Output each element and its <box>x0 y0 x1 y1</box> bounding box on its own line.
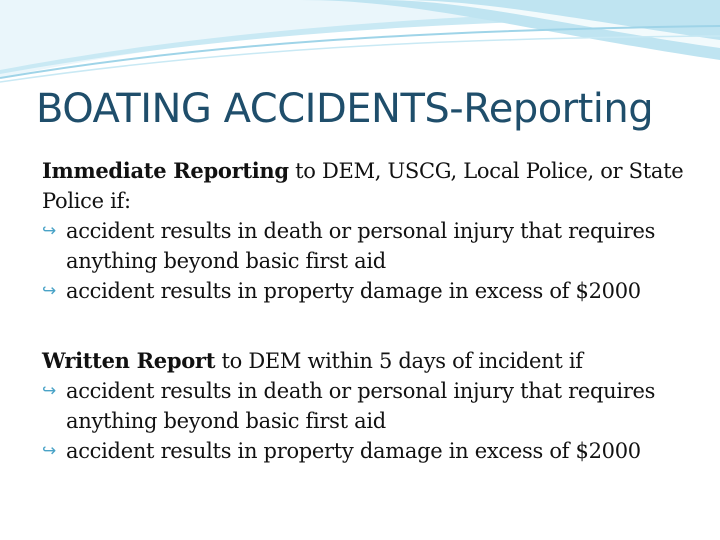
decorative-wave-header <box>0 0 720 90</box>
section-spacer <box>42 306 706 346</box>
section1-lead-rest: to DEM, USCG, Local Police, or State Police if: <box>42 159 684 213</box>
curved-arrow-bullet-icon: ↪ <box>42 281 56 301</box>
section1-lead-bold: Immediate Reporting <box>42 158 289 183</box>
section2-lead <box>42 346 706 376</box>
curved-arrow-bullet-icon: ↪ <box>42 381 56 401</box>
slide-body <box>42 156 706 466</box>
section1-bullet-2 <box>42 276 706 306</box>
bullet-text: accident results in property damage in excess of $2000 <box>66 279 641 303</box>
section2-lead-rest: to DEM within 5 days of incident if <box>215 349 583 373</box>
bullet-text: accident results in property damage in excess of $2000 <box>66 439 641 463</box>
section2-bullet-1 <box>42 376 706 436</box>
section1-bullet-1 <box>42 216 706 276</box>
bullet-text: accident results in death or personal injury that requires anything beyond basic first aid <box>66 219 656 273</box>
section1-lead <box>42 156 706 216</box>
bullet-text: accident results in death or personal injury that requires anything beyond basic first aid <box>66 379 656 433</box>
curved-arrow-bullet-icon: ↪ <box>42 221 56 241</box>
section2-lead-bold: Written Report <box>42 348 216 373</box>
section2-bullet-2 <box>42 436 706 466</box>
curved-arrow-bullet-icon: ↪ <box>42 441 56 461</box>
slide-title: BOATING ACCIDENTS-Reporting <box>36 86 654 132</box>
